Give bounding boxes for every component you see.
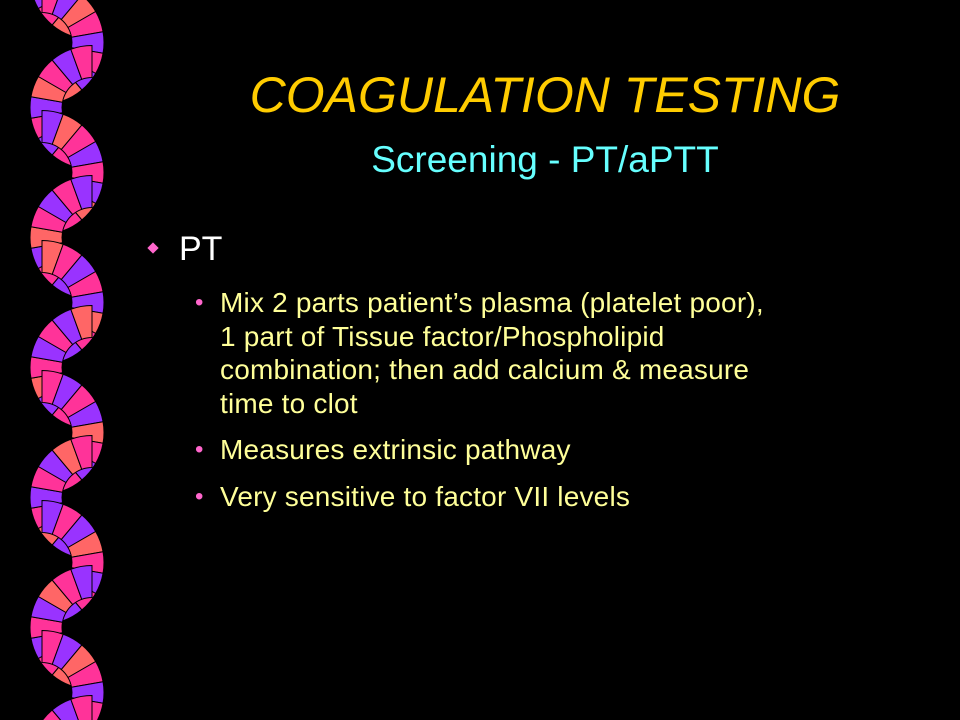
slide-title: COAGULATION TESTING <box>249 67 841 123</box>
sub-bullet-line: combination; then add calcium & measure <box>220 354 750 385</box>
sub-bullet-list <box>190 286 945 526</box>
sub-bullet-extrinsic <box>190 433 945 467</box>
dot-bullet-icon: • <box>195 436 204 463</box>
dot-bullet-icon: • <box>195 289 204 316</box>
sub-bullet-line: 1 part of Tissue factor/Phospholipid <box>220 320 665 352</box>
sub-bullet-mix <box>190 286 945 420</box>
wavy-fan-border-icon <box>0 0 140 720</box>
slide-subtitle: Screening - PT/aPTT <box>371 139 719 180</box>
sub-bullet-factor-vii <box>190 480 945 514</box>
sub-bullet-line: Measures extrinsic pathway <box>220 434 571 465</box>
diamond-bullet-icon <box>147 242 158 253</box>
sub-bullet-line: Mix 2 parts patient’s plasma (platelet poor), <box>220 287 764 318</box>
bullet-pt <box>145 228 925 272</box>
bullet-label: PT <box>179 230 223 268</box>
sub-bullet-line: time to clot <box>220 387 358 419</box>
sub-bullet-line: Very sensitive to factor VII levels <box>220 480 631 512</box>
dot-bullet-icon: • <box>195 482 204 510</box>
